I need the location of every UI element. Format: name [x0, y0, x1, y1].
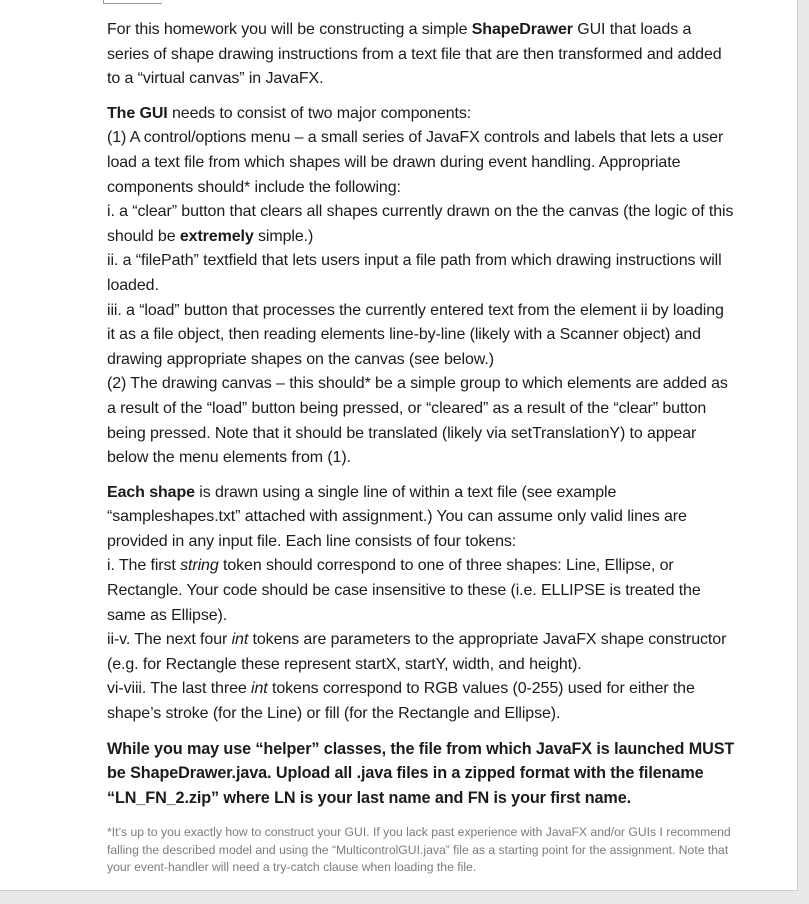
- intro-paragraph: [107, 18, 735, 92]
- shape-item-i-text-1: i. The first: [107, 557, 181, 575]
- shape-section: [107, 481, 735, 727]
- gui-item-iii: iii. a “load” button that processes the currently entered text from the element ii by loading it as a file object, then reading elements line-by-line (likely with a Scanner object) and drawing appropriate shapes on the canvas (see below.): [107, 301, 724, 368]
- submission-paragraph: While you may use “helper” classes, the file from which JavaFX is launched MUST be ShapeDrawer.java. Upload all .java files in a zipped format with the filename “LN_FN_2.zip” where LN is your last name and FN is your first name.: [107, 739, 735, 807]
- footnote: *It’s up to you exactly how to construct your GUI. If you lack past experience with JavaFX and/or GUIs I recommend falling the described model and using the “MulticontrolGUI.java” file as a starting point for the assignment. Note that your event-handler will need a try-catch clause when loading the file.: [107, 825, 731, 874]
- shape-item-vi-viii-em: int: [251, 680, 268, 698]
- shape-heading: Each shape: [107, 483, 195, 501]
- document-body: [107, 18, 735, 888]
- gui-heading-rest: needs to consist of two major components:: [167, 104, 472, 122]
- shape-item-vi-viii: [107, 677, 735, 726]
- shape-item-ii-v-text-2: tokens are parameters to the appropriate JavaFX shape constructor (e.g. for Rectangle these represent startX, startY, width, and height).: [107, 631, 727, 673]
- gui-item-i: [107, 200, 735, 249]
- intro-text-1: For this homework you will be constructing a simple: [107, 21, 472, 38]
- shape-item-i-text-2: token should correspond to one of three shapes: Line, Ellipse, or Rectangle. Your code should be case insensitive to these (i.e. ELLIPSE is treated the same as Ellipse).: [107, 557, 701, 624]
- shape-item-vi-viii-text-2: tokens correspond to RGB values (0-255) used for either the shape’s stroke (for the Line) or fill (for the Rectangle and Ellipse).: [107, 680, 695, 723]
- shape-item-ii-v-em: int: [231, 631, 249, 649]
- shape-heading-line: [107, 481, 735, 555]
- gui-item-i-text-1: i. a “clear” button that clears all shapes currently drawn on the the canvas (the logic of this should be: [107, 203, 734, 245]
- shape-item-ii-v-text-1: ii-v. The next four: [107, 631, 232, 649]
- shape-item-vi-viii-text-1: vi-viii. The last three: [107, 680, 252, 698]
- gui-heading-line: [107, 102, 735, 127]
- gui-heading: The GUI: [107, 104, 168, 122]
- shape-item-i: [107, 554, 735, 628]
- margin-corner-marker: [103, 0, 162, 4]
- gui-item-ii: ii. a “filePath” textfield that lets users input a file path from which drawing instructions will loaded.: [107, 252, 722, 294]
- gui-component-2: (2) The drawing canvas – this should* be a simple group to which elements are added as a result of the “load” button being pressed, or “cleared” as a result of the “clear” button being pressed. Note that it should be translated (likely via setTranslationY) to appear below the menu elements from (1).: [107, 375, 728, 467]
- intro-text-2: GUI that loads a series of shape drawing instructions from a text file that are then transformed and added to a “virtual canvas” in JavaFX.: [107, 21, 722, 88]
- gui-item-i-text-2: simple.): [253, 227, 314, 245]
- shape-item-i-em: string: [180, 557, 219, 575]
- gui-section: [107, 102, 735, 471]
- gui-component-1: (1) A control/options menu – a small series of JavaFX controls and labels that lets a user load a text file from which shapes will be drawn during event handling. Appropriate components should* include the following:: [107, 129, 724, 196]
- gui-item-i-bold: extremely: [179, 227, 254, 245]
- shape-item-ii-v: [107, 628, 735, 677]
- shape-heading-rest: is drawn using a single line of within a text file (see example “sampleshapes.txt” attached with assignment.) You can assume only valid lines are provided in any input file. Each line consists of four tokens:: [107, 483, 687, 550]
- shapedrawer-bold: ShapeDrawer: [471, 21, 573, 38]
